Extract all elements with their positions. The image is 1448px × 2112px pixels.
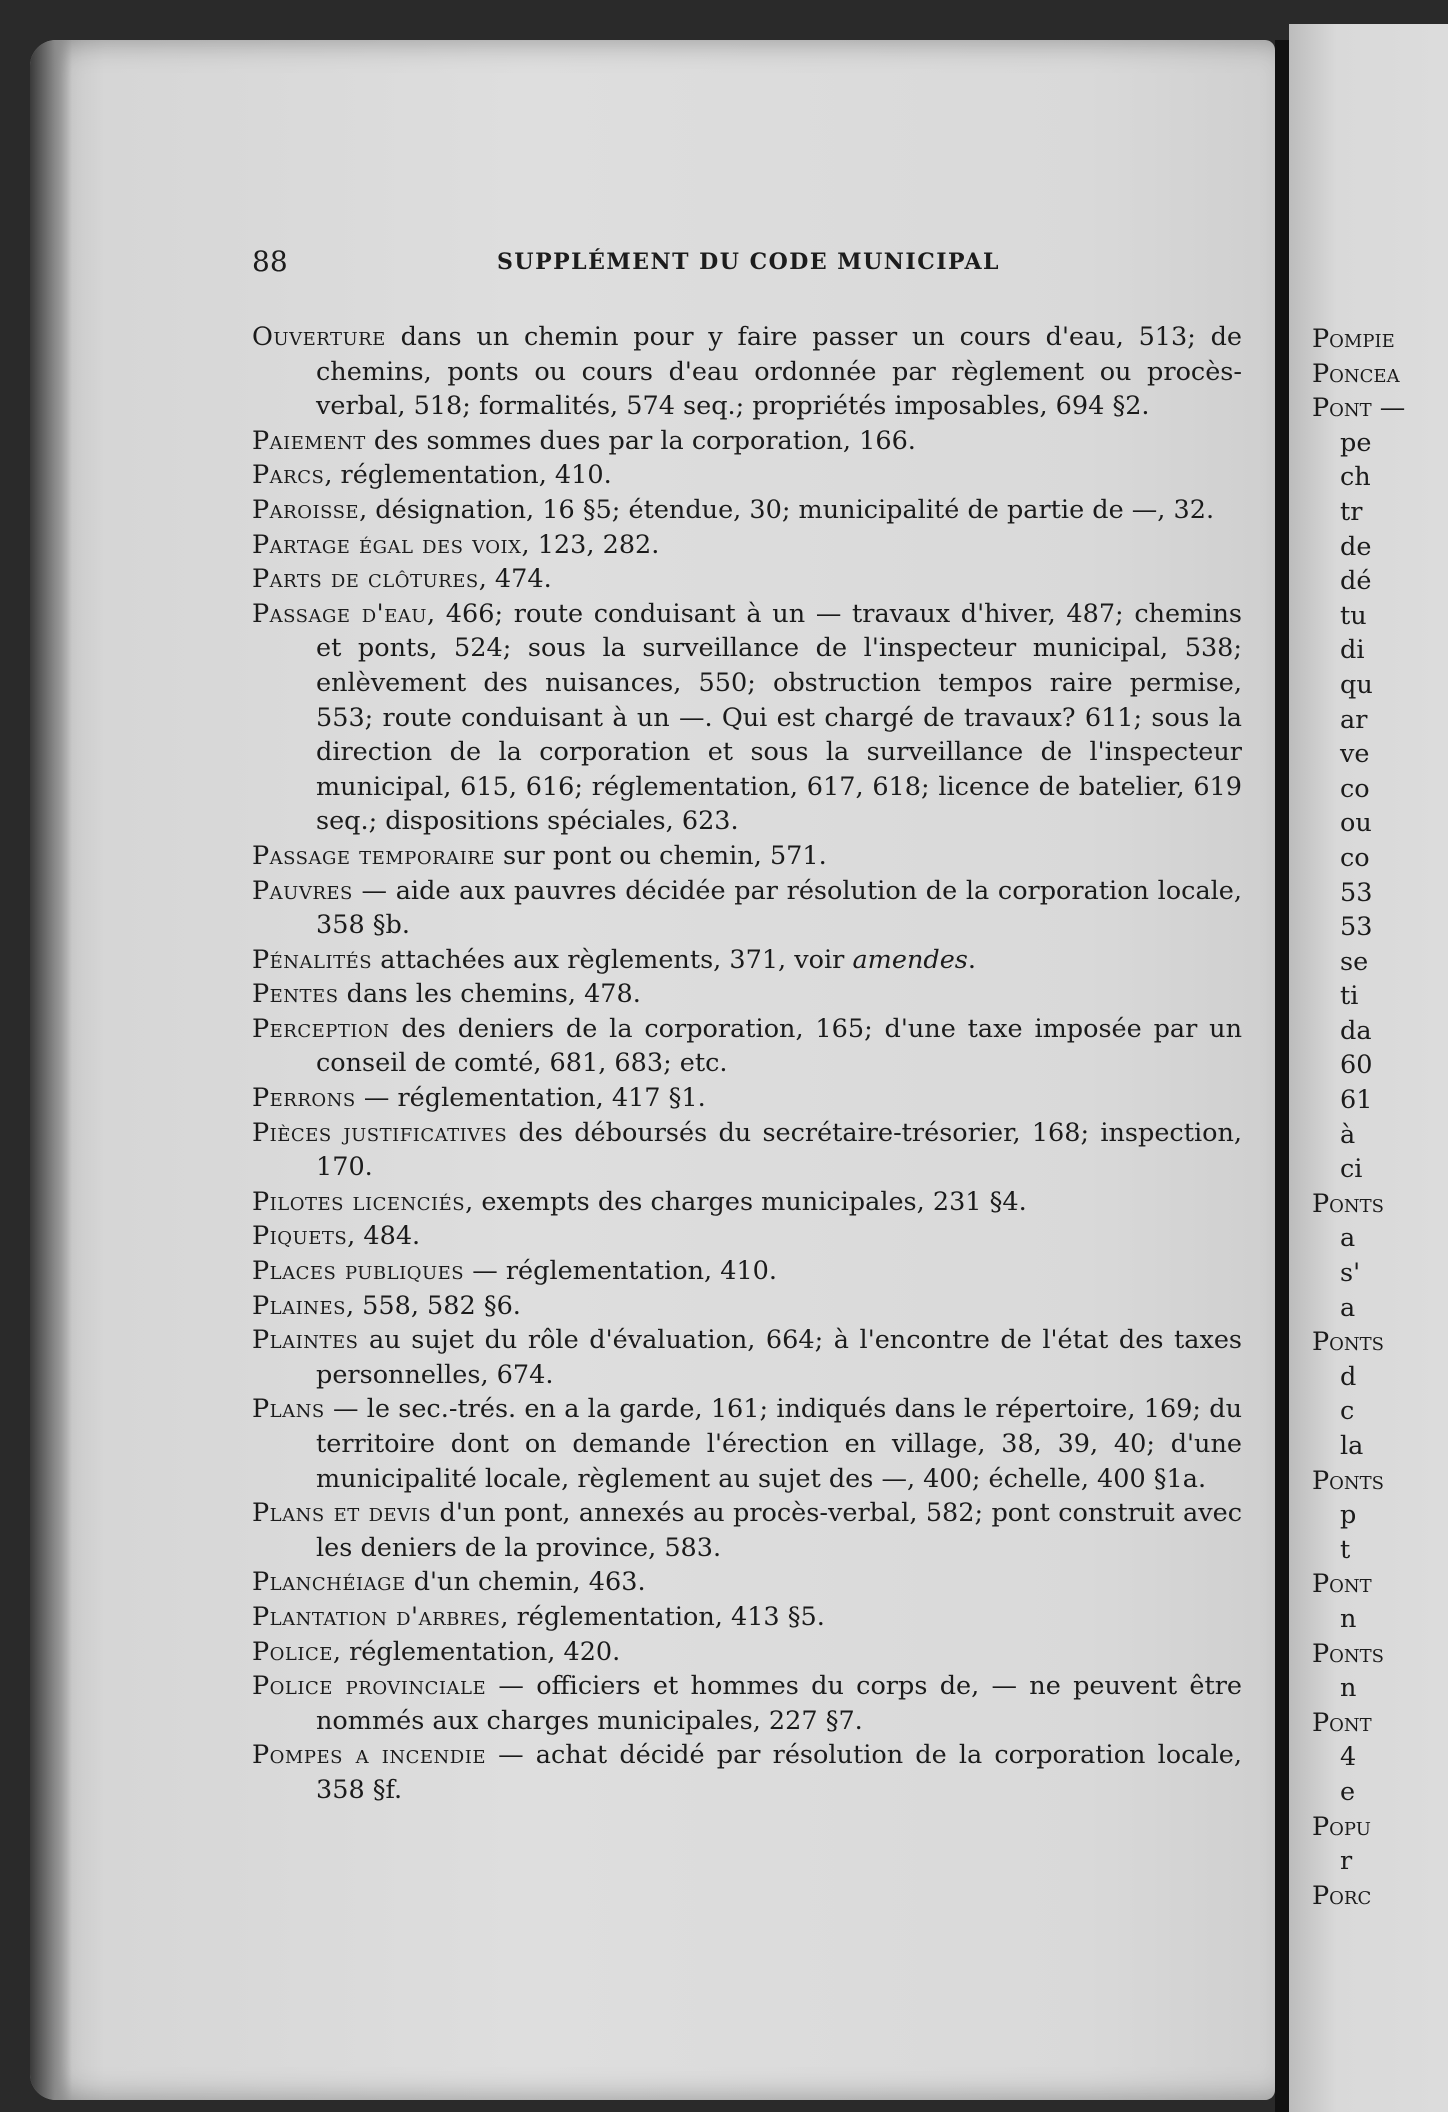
- right-page-fragment: Popu: [1312, 1811, 1371, 1842]
- entry-text: , désignation, 16 §5; étendue, 30; municipalité de partie de —, 32.: [359, 494, 1215, 525]
- right-page-fragment: Pompie: [1312, 324, 1395, 354]
- index-entry: [252, 1323, 1242, 1392]
- right-page-fragment: da: [1340, 1015, 1372, 1046]
- right-page-fragment: tr: [1340, 496, 1363, 527]
- entry-heading: Pilotes licenciés: [252, 1186, 466, 1217]
- right-page-fragment: 61: [1340, 1085, 1373, 1116]
- right-page-fragment: ve: [1340, 739, 1370, 770]
- right-page-fragment: ch: [1340, 462, 1371, 493]
- entry-heading: Places publiques: [252, 1256, 465, 1287]
- entry-heading: Perception: [252, 1013, 390, 1044]
- index-entry: [252, 528, 1242, 563]
- entry-heading: Pauvres: [252, 875, 353, 906]
- index-entry: [252, 943, 1242, 978]
- index-entry: [252, 1219, 1242, 1254]
- entry-heading: Passage d'eau: [252, 598, 427, 629]
- right-page-fragments: [1312, 322, 1448, 1913]
- right-page-fragment: 4: [1340, 1742, 1357, 1773]
- entry-heading: Paiement: [252, 425, 366, 456]
- index-entry: [252, 424, 1242, 459]
- right-page-fragment: a: [1340, 1223, 1356, 1254]
- index-entry: [252, 874, 1242, 943]
- running-head: [252, 245, 1252, 278]
- right-page-fragment: la: [1340, 1431, 1364, 1461]
- entry-heading: Pénalités: [252, 944, 373, 975]
- right-page-fragment: Pont: [1312, 1569, 1372, 1600]
- entry-heading: Passage temporaire: [252, 840, 495, 871]
- entry-heading: Plaines: [252, 1290, 346, 1321]
- index-entry: [252, 1254, 1242, 1289]
- entry-text: , exempts des charges municipales, 231 §4.: [465, 1186, 1027, 1217]
- index-entry: [252, 1496, 1242, 1565]
- index-entry: [252, 839, 1242, 874]
- right-page-fragment: ou: [1340, 808, 1372, 839]
- right-page-fragment: pe: [1340, 427, 1372, 458]
- entry-heading: Partage égal des voix: [252, 529, 522, 560]
- index-entry: [252, 1738, 1242, 1807]
- entry-heading: Plantation d'arbres: [252, 1601, 501, 1632]
- index-entry: [252, 1565, 1242, 1600]
- entry-tail: .: [967, 944, 976, 975]
- right-page-fragment: n: [1340, 1673, 1357, 1704]
- right-page-fragment: tu: [1340, 600, 1367, 631]
- index-entry: [252, 1600, 1242, 1635]
- entry-heading: Planchéiage: [252, 1567, 406, 1598]
- index-entry: [252, 1289, 1242, 1324]
- entry-heading: Parts de clôtures: [252, 564, 479, 595]
- entry-text: des deniers de la corporation, 165; d'une taxe imposée par un conseil de comté, 681, 683; etc.: [316, 1013, 1242, 1079]
- entry-heading: Plaintes: [252, 1325, 359, 1356]
- right-page-fragment: di: [1340, 635, 1365, 666]
- entry-text: — officiers et hommes du corps de, — ne peuvent être nommés aux charges municipales, 227 §7.: [316, 1671, 1242, 1736]
- entry-text: — le sec.-trés. en a la garde, 161; indiqués dans le répertoire, 169; du territoire dont on demande l'érection en village, 38, 39, 40; d'une municipalité locale, règlement au sujet des —, 400; échelle, 400 §1a.: [316, 1394, 1242, 1494]
- entry-text: au sujet du rôle d'évaluation, 664; à l'encontre de l'état des taxes personnelles, 674.: [316, 1325, 1242, 1390]
- index-entry: [252, 562, 1242, 597]
- right-page-fragment: Poncea: [1312, 358, 1400, 389]
- entry-heading: Perrons: [252, 1083, 356, 1114]
- right-page-fragment: 53: [1340, 877, 1373, 908]
- entry-text: , 474.: [478, 564, 552, 595]
- entry-text: dans un chemin pour y faire passer un cours d'eau, 513; de chemins, ponts ou cours d'eau ordonnée par règlement ou procès-verbal, 518; formalités, 574 seq.; propriétés imposables, 694 §2.: [316, 322, 1242, 422]
- index-entry: [252, 1012, 1242, 1081]
- entry-text: attachées aux règlements, 371, voir: [372, 944, 853, 975]
- page-header-title: SUPPLÉMENT DU CODE MUNICIPAL: [497, 249, 1000, 275]
- entry-heading: Pompes a incendie: [252, 1740, 486, 1771]
- right-page-fragment: se: [1340, 946, 1369, 977]
- entry-heading: Pentes: [252, 979, 339, 1010]
- entry-text: — achat décidé par résolution de la corporation locale, 358 §f.: [316, 1740, 1242, 1805]
- entry-text: des déboursés du secrétaire-trésorier, 168; inspection, 170.: [316, 1117, 1242, 1183]
- entry-text: , réglementation, 420.: [332, 1636, 621, 1667]
- entry-heading: Police provinciale: [252, 1671, 487, 1702]
- index-entry: [252, 1185, 1242, 1220]
- right-page-fragment: e: [1340, 1776, 1356, 1807]
- right-page-fragment: Pont: [1312, 1707, 1372, 1738]
- index-entry: [252, 320, 1242, 424]
- right-page-fragment: ar: [1340, 704, 1368, 735]
- entry-text: , 558, 582 §6.: [345, 1290, 521, 1321]
- entry-text: — aide aux pauvres décidée par résolution de la corporation locale, 358 §b.: [316, 875, 1242, 941]
- right-page-fragment: n: [1340, 1603, 1357, 1634]
- entry-text: , 123, 282.: [521, 529, 660, 560]
- right-page-fragment: dé: [1340, 566, 1372, 597]
- index-entry: [252, 597, 1242, 839]
- entry-italic-text: amendes: [852, 944, 968, 975]
- right-page-fragment: Pont —: [1312, 393, 1406, 424]
- entry-text: sur pont ou chemin, 571.: [494, 840, 827, 871]
- entry-text: d'un chemin, 463.: [405, 1567, 646, 1598]
- right-page-fragment: c: [1340, 1396, 1355, 1427]
- right-page-fragment: ci: [1340, 1154, 1363, 1185]
- index-entry: [252, 1635, 1242, 1670]
- right-page-fragment: r: [1340, 1846, 1353, 1877]
- right-page-fragment: de: [1340, 531, 1372, 562]
- right-page-fragment: à: [1340, 1119, 1356, 1150]
- right-page-fragment: Ponts: [1312, 1327, 1385, 1358]
- index-entry: [252, 1392, 1242, 1496]
- right-page-fragment: Ponts: [1312, 1188, 1385, 1219]
- right-page-fragment: co: [1340, 773, 1370, 804]
- entry-heading: Piquets: [252, 1221, 348, 1252]
- entry-heading: Ouverture: [252, 322, 386, 352]
- right-page-fragment: Ponts: [1312, 1465, 1385, 1496]
- entry-heading: Paroisse: [252, 494, 360, 525]
- right-page-fragment: co: [1340, 842, 1370, 873]
- index-entry: [252, 493, 1242, 528]
- right-page-fragment: 60: [1340, 1050, 1373, 1081]
- entry-heading: Pièces justificatives: [252, 1117, 508, 1148]
- entry-heading: Plans: [252, 1394, 325, 1425]
- page-number: 88: [252, 245, 288, 278]
- index-entry: [252, 1116, 1242, 1185]
- entry-heading: Parcs: [252, 460, 325, 491]
- right-page-fragment: qu: [1340, 669, 1373, 700]
- right-page-fragment: a: [1340, 1292, 1356, 1323]
- index-entry: [252, 1669, 1242, 1738]
- right-page-fragment: 53: [1340, 912, 1373, 943]
- index-entry: [252, 977, 1242, 1012]
- index-entry: [252, 1081, 1242, 1116]
- entry-heading: Plans et devis: [252, 1498, 432, 1529]
- entry-text: d'un pont, annexés au procès-verbal, 582; pont construit avec les deniers de la province, 583.: [316, 1498, 1242, 1563]
- entry-text: dans les chemins, 478.: [338, 979, 641, 1010]
- right-page-fragment: Porc: [1312, 1880, 1372, 1911]
- right-page-fragment: ti: [1340, 981, 1359, 1012]
- entry-text: des sommes dues par la corporation, 166.: [365, 425, 916, 456]
- right-page-fragment: Ponts: [1312, 1638, 1385, 1669]
- entry-text: , 484.: [347, 1221, 421, 1252]
- index-entry: [252, 458, 1242, 493]
- entry-text: — réglementation, 417 §1.: [355, 1083, 706, 1114]
- book-spine-shadow: [30, 40, 72, 2100]
- entry-text: — réglementation, 410.: [464, 1256, 777, 1287]
- entry-text: , 466; route conduisant à un — travaux d'hiver, 487; chemins et ponts, 524; sous la surveillance de l'inspecteur municipal, 538; enlèvement des nuisances, 550; obstruction tempos raire permise, 553; route conduisant à un —. Qui est chargé de travaux? 611; sous la direction de la corporation et sous la surveillance de l'inspecteur municipal, 615, 616; réglementation, 617, 618; licence de batelier, 619 seq.; dispositions spéciales, 623.: [316, 598, 1242, 837]
- entry-text: , réglementation, 410.: [324, 460, 612, 491]
- entry-heading: Police: [252, 1636, 333, 1667]
- right-page-fragment: s': [1340, 1258, 1361, 1289]
- entry-text: , réglementation, 413 §5.: [500, 1601, 825, 1632]
- page-gutter: [1275, 40, 1289, 2112]
- index-entries: [252, 320, 1242, 1808]
- right-page-fragment: t: [1340, 1534, 1351, 1565]
- right-page-fragment: p: [1340, 1500, 1357, 1531]
- right-page-fragment: d: [1340, 1361, 1357, 1392]
